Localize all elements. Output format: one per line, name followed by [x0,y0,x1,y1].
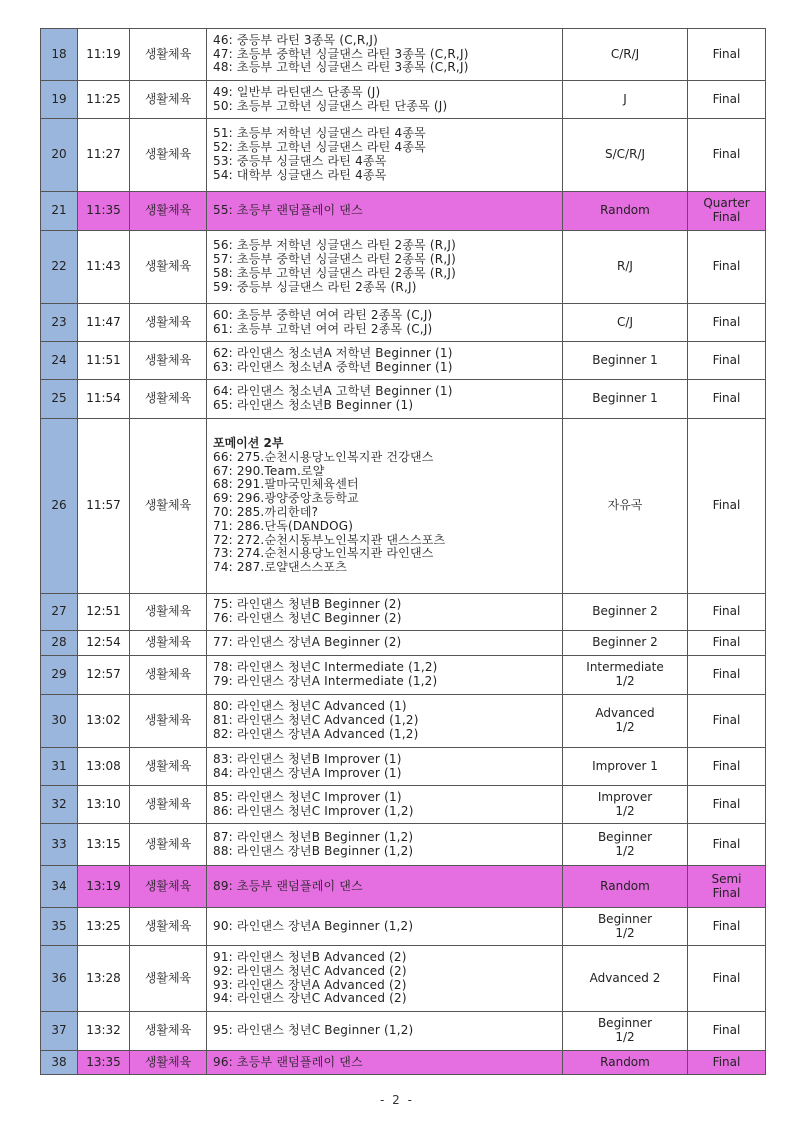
schedule-row [41,866,766,908]
row-dance [563,908,688,946]
round-label: Final [712,667,741,682]
row-events [207,81,563,119]
dance-label: Random [600,203,650,218]
dance-label: Beginner 2 [592,604,658,619]
page-number: - 2 - [380,1093,414,1107]
event-line: 53: 중등부 싱글댄스 라틴 4종목 [213,154,387,168]
dance-label: C/R/J [610,46,640,61]
dance-label: 1/2 [615,1030,635,1044]
schedule-row [41,908,766,946]
row-number: 35 [41,908,78,946]
row-events [207,908,563,946]
row-time: 13:19 [78,866,130,908]
row-category: 생활체육 [130,594,207,631]
event-line: 62: 라인댄스 청소년A 저학년 Beginner (1) [213,345,453,360]
row-round [688,29,766,81]
event-line: 65: 라인댄스 청소년B Beginner (1) [213,398,414,412]
row-category: 생활체육 [130,656,207,695]
row-time: 11:57 [78,419,130,594]
event-line: 71: 286.단독(DANDOG) [213,518,354,533]
event-line: 69: 296.광양중앙초등학교 [213,491,359,506]
row-round [688,908,766,946]
row-round [688,695,766,748]
row-category: 생활체육 [130,946,207,1012]
event-line: 88: 라인댄스 장년B Beginner (1,2) [213,843,414,858]
row-category: 생활체육 [130,748,207,786]
schedule-table [40,28,766,1075]
event-line: 79: 라인댄스 장년A Intermediate (1,2) [213,674,438,688]
row-dance [563,786,688,824]
event-line: 93: 라인댄스 장년A Advanced (2) [213,977,407,992]
row-number: 36 [41,946,78,1012]
row-round [688,1012,766,1051]
row-category: 생활체육 [130,1012,207,1051]
row-time: 11:25 [78,81,130,119]
row-category: 생활체육 [130,824,207,866]
dance-label: 1/2 [615,720,635,734]
round-label: Final [712,259,741,274]
row-dance [563,231,688,304]
round-label: Final [712,314,741,329]
row-time: 13:10 [78,786,130,824]
row-round [688,748,766,786]
row-number: 29 [41,656,78,695]
dance-label: Beginner 1 [592,352,658,367]
row-dance [563,419,688,594]
row-time: 13:35 [78,1051,130,1075]
dance-label: 1/2 [615,803,635,818]
schedule-row [41,231,766,304]
event-line: 60: 초등부 중학년 여여 라틴 2종목 (C,J) [213,307,433,322]
row-dance [563,824,688,866]
event-line: 78: 라인댄스 청년C Intermediate (1,2) [213,660,438,675]
round-label: Final [712,91,741,106]
event-line: 47: 초등부 중학년 싱글댄스 라틴 3종목 (C,R,J) [213,46,469,61]
row-number: 19 [41,81,78,119]
event-line: 59: 중등부 싱글댄스 라틴 2종목 (R,J) [213,279,417,294]
row-category: 생활체육 [130,631,207,656]
row-dance [563,631,688,656]
event-line: 57: 초등부 중학년 싱글댄스 라틴 2종목 (R,J) [213,252,456,267]
event-line: 52: 초등부 고학년 싱글댄스 라틴 4종목 [213,140,426,155]
row-events [207,695,563,748]
row-time: 13:15 [78,824,130,866]
row-events [207,631,563,656]
dance-label: Beginner [597,829,653,844]
row-events [207,594,563,631]
row-events [207,946,563,1012]
schedule-row [41,656,766,695]
row-round [688,946,766,1012]
row-category: 생활체육 [130,380,207,419]
row-dance [563,594,688,631]
event-line: 91: 라인댄스 청년B Advanced (2) [213,949,407,964]
round-label: Final [712,758,741,773]
dance-label: Random [600,878,650,893]
row-number: 30 [41,695,78,748]
row-time: 11:35 [78,192,130,231]
event-group-title: 포메이션 2부 [213,436,284,451]
row-events [207,1051,563,1075]
event-line: 89: 초등부 랜덤플레이 댄스 [213,878,363,893]
row-round [688,342,766,380]
schedule-body [41,29,766,1075]
row-number: 37 [41,1012,78,1051]
dance-label: 1/2 [615,843,635,858]
dance-label: Improver 1 [592,758,658,773]
dance-label: R/J [617,259,633,274]
row-time: 12:57 [78,656,130,695]
row-category: 생활체육 [130,81,207,119]
schedule-row [41,419,766,594]
round-label: Final [712,498,741,513]
row-round [688,380,766,419]
row-round [688,656,766,695]
event-line: 87: 라인댄스 청년B Beginner (1,2) [213,829,414,844]
dance-label: Beginner [597,911,653,926]
event-line: 48: 초등부 고학년 싱글댄스 라틴 3종목 (C,R,J) [213,60,469,75]
dance-label: 1/2 [615,925,635,940]
round-label: Final [712,210,741,224]
row-round [688,824,766,866]
dance-label: Beginner 1 [592,391,658,406]
event-line: 64: 라인댄스 청소년A 고학년 Beginner (1) [213,384,453,399]
round-label: Final [712,352,741,367]
event-line: 85: 라인댄스 청년C Improver (1) [213,789,402,804]
event-line: 66: 275.순천시용당노인복지관 건강댄스 [213,449,434,464]
dance-label: Beginner [597,1016,653,1031]
row-time: 13:02 [78,695,130,748]
event-line: 76: 라인댄스 청년C Beginner (2) [213,611,402,625]
round-label: Final [712,391,741,406]
dance-label: Advanced [595,706,655,721]
round-label: Final [712,46,741,61]
event-line: 95: 라인댄스 청년C Beginner (1,2) [213,1023,414,1038]
event-line: 75: 라인댄스 청년B Beginner (2) [213,597,402,612]
row-time: 11:27 [78,119,130,192]
round-label: Final [712,918,741,933]
schedule-row [41,380,766,419]
row-events [207,342,563,380]
round-label: Final [712,713,741,728]
row-category: 생활체육 [130,231,207,304]
row-time: 13:08 [78,748,130,786]
row-category: 생활체육 [130,908,207,946]
row-dance [563,748,688,786]
round-label: Semi [711,871,742,886]
round-label: Final [712,970,741,985]
dance-label: Intermediate [586,660,664,675]
row-dance [563,1012,688,1051]
row-category: 생활체육 [130,866,207,908]
row-number: 27 [41,594,78,631]
round-label: Final [712,1023,741,1038]
event-line: 74: 287.로얄댄스스포츠 [213,560,347,575]
row-events [207,192,563,231]
schedule-row [41,1012,766,1051]
row-category: 생활체육 [130,119,207,192]
row-round [688,119,766,192]
schedule-row [41,786,766,824]
row-events [207,1012,563,1051]
dance-label: S/C/R/J [604,147,645,162]
schedule-row [41,1051,766,1075]
schedule-row [41,29,766,81]
row-number: 26 [41,419,78,594]
dance-label: Beginner 2 [592,635,658,650]
row-time: 11:47 [78,304,130,342]
round-label: Final [712,836,741,851]
event-line: 90: 라인댄스 장년A Beginner (1,2) [213,918,414,933]
row-dance [563,304,688,342]
event-line: 70: 285.까리한데? [213,505,319,519]
event-line: 56: 초등부 저학년 싱글댄스 라틴 2종목 (R,J) [213,238,456,253]
row-round [688,631,766,656]
event-line: 83: 라인댄스 청년B Improver (1) [213,751,402,766]
schedule-row [41,824,766,866]
row-round [688,419,766,594]
event-line: 81: 라인댄스 청년C Advanced (1,2) [213,713,419,728]
row-dance [563,866,688,908]
event-line: 61: 초등부 고학년 여여 라틴 2종목 (C,J) [213,321,433,336]
schedule-row [41,695,766,748]
row-events [207,656,563,695]
row-dance [563,192,688,231]
event-line: 77: 라인댄스 장년A Beginner (2) [213,635,402,650]
event-line: 49: 일반부 라틴댄스 단종목 (J) [213,84,381,99]
row-events [207,419,563,594]
row-category: 생활체육 [130,29,207,81]
row-round [688,1051,766,1075]
row-number: 21 [41,192,78,231]
row-time: 13:32 [78,1012,130,1051]
row-time: 12:51 [78,594,130,631]
row-events [207,304,563,342]
row-time: 13:25 [78,908,130,946]
row-round [688,81,766,119]
event-line: 54: 대학부 싱글댄스 라틴 4종목 [213,167,387,182]
row-events [207,866,563,908]
event-line: 80: 라인댄스 청년C Advanced (1) [213,699,407,714]
row-dance [563,946,688,1012]
row-category: 생활체육 [130,304,207,342]
event-line: 46: 중등부 라틴 3종목 (C,R,J) [213,32,378,47]
schedule-row [41,631,766,656]
round-label: Final [712,796,741,811]
row-dance [563,656,688,695]
schedule-row [41,304,766,342]
row-category: 생활체육 [130,342,207,380]
row-category: 생활체육 [130,419,207,594]
row-number: 32 [41,786,78,824]
row-time: 11:43 [78,231,130,304]
event-line: 84: 라인댄스 장년A Improver (1) [213,765,402,780]
event-line: 58: 초등부 고학년 싱글댄스 라틴 2종목 (R,J) [213,266,456,280]
schedule-row [41,81,766,119]
row-dance [563,695,688,748]
row-time: 11:19 [78,29,130,81]
row-number: 31 [41,748,78,786]
row-dance [563,81,688,119]
dance-label: 1/2 [615,674,635,688]
row-number: 33 [41,824,78,866]
event-line: 63: 라인댄스 청소년A 중학년 Beginner (1) [213,359,453,374]
row-dance [563,380,688,419]
row-dance [563,119,688,192]
row-time: 11:54 [78,380,130,419]
event-line: 96: 초등부 랜덤플레이 댄스 [213,1054,363,1069]
event-line: 86: 라인댄스 청년C Improver (1,2) [213,803,414,818]
dance-label: Improver [597,789,653,804]
row-dance [563,1051,688,1075]
row-time: 13:28 [78,946,130,1012]
schedule-row [41,594,766,631]
row-round [688,786,766,824]
round-label: Quarter [703,196,750,211]
row-events [207,119,563,192]
row-category: 생활체육 [130,1051,207,1075]
dance-label: J [623,91,627,106]
row-time: 11:51 [78,342,130,380]
row-number: 23 [41,304,78,342]
schedule-row [41,342,766,380]
row-number: 34 [41,866,78,908]
row-round [688,866,766,908]
row-number: 24 [41,342,78,380]
dance-label: Random [600,1054,650,1069]
row-number: 28 [41,631,78,656]
event-line: 68: 291.팔마국민체육센터 [213,477,359,492]
row-dance [563,342,688,380]
row-events [207,748,563,786]
row-events [207,380,563,419]
row-number: 18 [41,29,78,81]
round-label: Final [712,885,741,900]
dance-label: 자유곡 [607,498,643,513]
event-line: 67: 290.Team.로얄 [213,463,325,478]
row-round [688,304,766,342]
row-number: 25 [41,380,78,419]
row-events [207,786,563,824]
event-line: 55: 초등부 랜덤플레이 댄스 [213,203,363,218]
row-round [688,192,766,231]
schedule-row [41,748,766,786]
row-events [207,29,563,81]
round-label: Final [712,635,741,650]
round-label: Final [712,147,741,162]
event-line: 51: 초등부 저학년 싱글댄스 라틴 4종목 [213,126,426,141]
row-number: 22 [41,231,78,304]
event-line: 50: 초등부 고학년 싱글댄스 라틴 단종목 (J) [213,98,448,113]
round-label: Final [712,1054,741,1069]
schedule-row [41,946,766,1012]
row-time: 12:54 [78,631,130,656]
row-number: 20 [41,119,78,192]
schedule-row [41,192,766,231]
row-round [688,594,766,631]
row-category: 생활체육 [130,786,207,824]
event-line: 72: 272.순천시동부노인복지관 댄스스포츠 [213,532,446,547]
event-line: 82: 라인댄스 장년A Advanced (1,2) [213,726,419,741]
row-events [207,824,563,866]
row-category: 생활체육 [130,695,207,748]
dance-label: C/J [617,314,633,329]
row-events [207,231,563,304]
dance-label: Advanced 2 [589,970,661,985]
round-label: Final [712,604,741,619]
row-number: 38 [41,1051,78,1075]
schedule-row [41,119,766,192]
event-line: 94: 라인댄스 장년C Advanced (2) [213,991,407,1006]
row-category: 생활체육 [130,192,207,231]
row-round [688,231,766,304]
event-line: 73: 274.순천시용당노인복지관 라인댄스 [213,546,434,561]
event-line: 92: 라인댄스 청년C Advanced (2) [213,963,407,978]
row-dance [563,29,688,81]
